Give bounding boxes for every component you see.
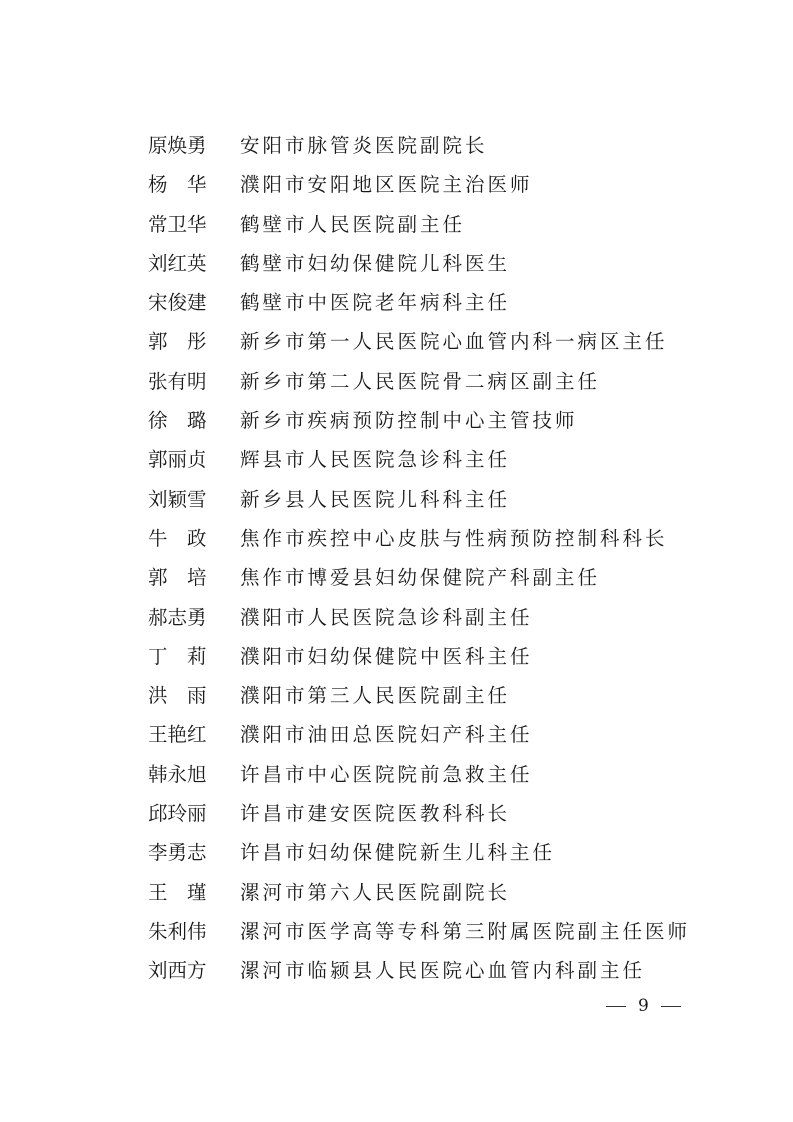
roster-list	[148, 126, 708, 991]
person-title: 新乡市疾病预防控制中心主管技师	[240, 409, 578, 433]
roster-row	[148, 676, 708, 715]
person-title: 新乡市第二人民医院骨二病区副主任	[240, 369, 601, 393]
page-footer	[606, 996, 681, 1016]
person-name: 王艳红	[148, 723, 207, 747]
roster-row	[148, 205, 708, 244]
roster-row	[148, 833, 708, 872]
roster-row	[148, 362, 708, 401]
person-name: 张有明	[148, 369, 207, 393]
person-name: 郭 彤	[148, 330, 207, 354]
roster-row	[148, 519, 708, 558]
person-title: 新乡市第一人民医院心血管内科一病区主任	[240, 330, 668, 354]
roster-row	[148, 873, 708, 912]
person-name: 王 瑾	[148, 880, 207, 904]
person-title: 鹤壁市人民医院副主任	[240, 212, 466, 236]
person-title: 濮阳市第三人民医院副主任	[240, 684, 511, 708]
person-name: 朱利伟	[148, 919, 207, 943]
footer-dash-right	[661, 1006, 681, 1007]
person-title: 漯河市第六人民医院副院长	[240, 880, 511, 904]
roster-row	[148, 322, 708, 361]
roster-row	[148, 637, 708, 676]
roster-row	[148, 440, 708, 479]
person-name: 原焕勇	[148, 134, 207, 157]
person-name: 李勇志	[148, 841, 207, 865]
person-name: 郭 培	[148, 566, 207, 590]
page-number: 9	[638, 996, 649, 1016]
person-title: 许昌市中心医院院前急救主任	[240, 762, 533, 786]
person-name: 刘西方	[148, 959, 207, 983]
roster-row	[148, 283, 708, 322]
person-title: 新乡县人民医院儿科科主任	[240, 487, 511, 511]
person-name: 丁 莉	[148, 644, 207, 668]
person-name: 徐 璐	[148, 409, 207, 433]
footer-dash-left	[606, 1006, 626, 1007]
roster-row	[148, 912, 708, 951]
person-name: 刘红英	[148, 251, 207, 275]
person-title: 安阳市脉管炎医院副院长	[240, 134, 488, 157]
roster-row	[148, 165, 708, 204]
person-name: 韩永旭	[148, 762, 207, 786]
person-title: 濮阳市油田总医院妇产科主任	[240, 723, 533, 747]
person-title: 鹤壁市中医院老年病科主任	[240, 291, 511, 315]
person-title: 漯河市临颍县人民医院心血管内科副主任	[240, 959, 646, 983]
roster-row	[148, 755, 708, 794]
person-name: 常卫华	[148, 212, 207, 236]
person-title: 辉县市人民医院急诊科主任	[240, 448, 511, 472]
person-name: 洪 雨	[148, 684, 207, 708]
person-name: 郭丽贞	[148, 448, 207, 472]
person-name: 刘颖雪	[148, 487, 207, 511]
roster-row	[148, 401, 708, 440]
roster-row	[148, 794, 708, 833]
person-name: 牛 政	[148, 526, 207, 550]
person-name: 郝志勇	[148, 605, 207, 629]
person-title: 许昌市建安医院医教科科长	[240, 802, 511, 826]
roster-row	[148, 715, 708, 754]
roster-row	[148, 558, 708, 597]
person-title: 漯河市医学高等专科第三附属医院副主任医师	[240, 919, 691, 943]
person-title: 濮阳市安阳地区医院主治医师	[240, 173, 533, 197]
person-name: 邱玲丽	[148, 802, 207, 826]
person-title: 鹤壁市妇幼保健院儿科医生	[240, 251, 511, 275]
person-name: 杨 华	[148, 173, 207, 197]
person-title: 许昌市妇幼保健院新生儿科主任	[240, 841, 556, 865]
roster-row	[148, 598, 708, 637]
person-title: 焦作市疾控中心皮肤与性病预防控制科科长	[240, 526, 668, 550]
roster-row	[148, 244, 708, 283]
roster-row	[148, 951, 708, 990]
roster-row	[148, 126, 708, 165]
person-title: 濮阳市妇幼保健院中医科主任	[240, 644, 533, 668]
roster-row	[148, 480, 708, 519]
person-title: 焦作市博爱县妇幼保健院产科副主任	[240, 566, 601, 590]
person-name: 宋俊建	[148, 291, 207, 315]
person-title: 濮阳市人民医院急诊科副主任	[240, 605, 533, 629]
